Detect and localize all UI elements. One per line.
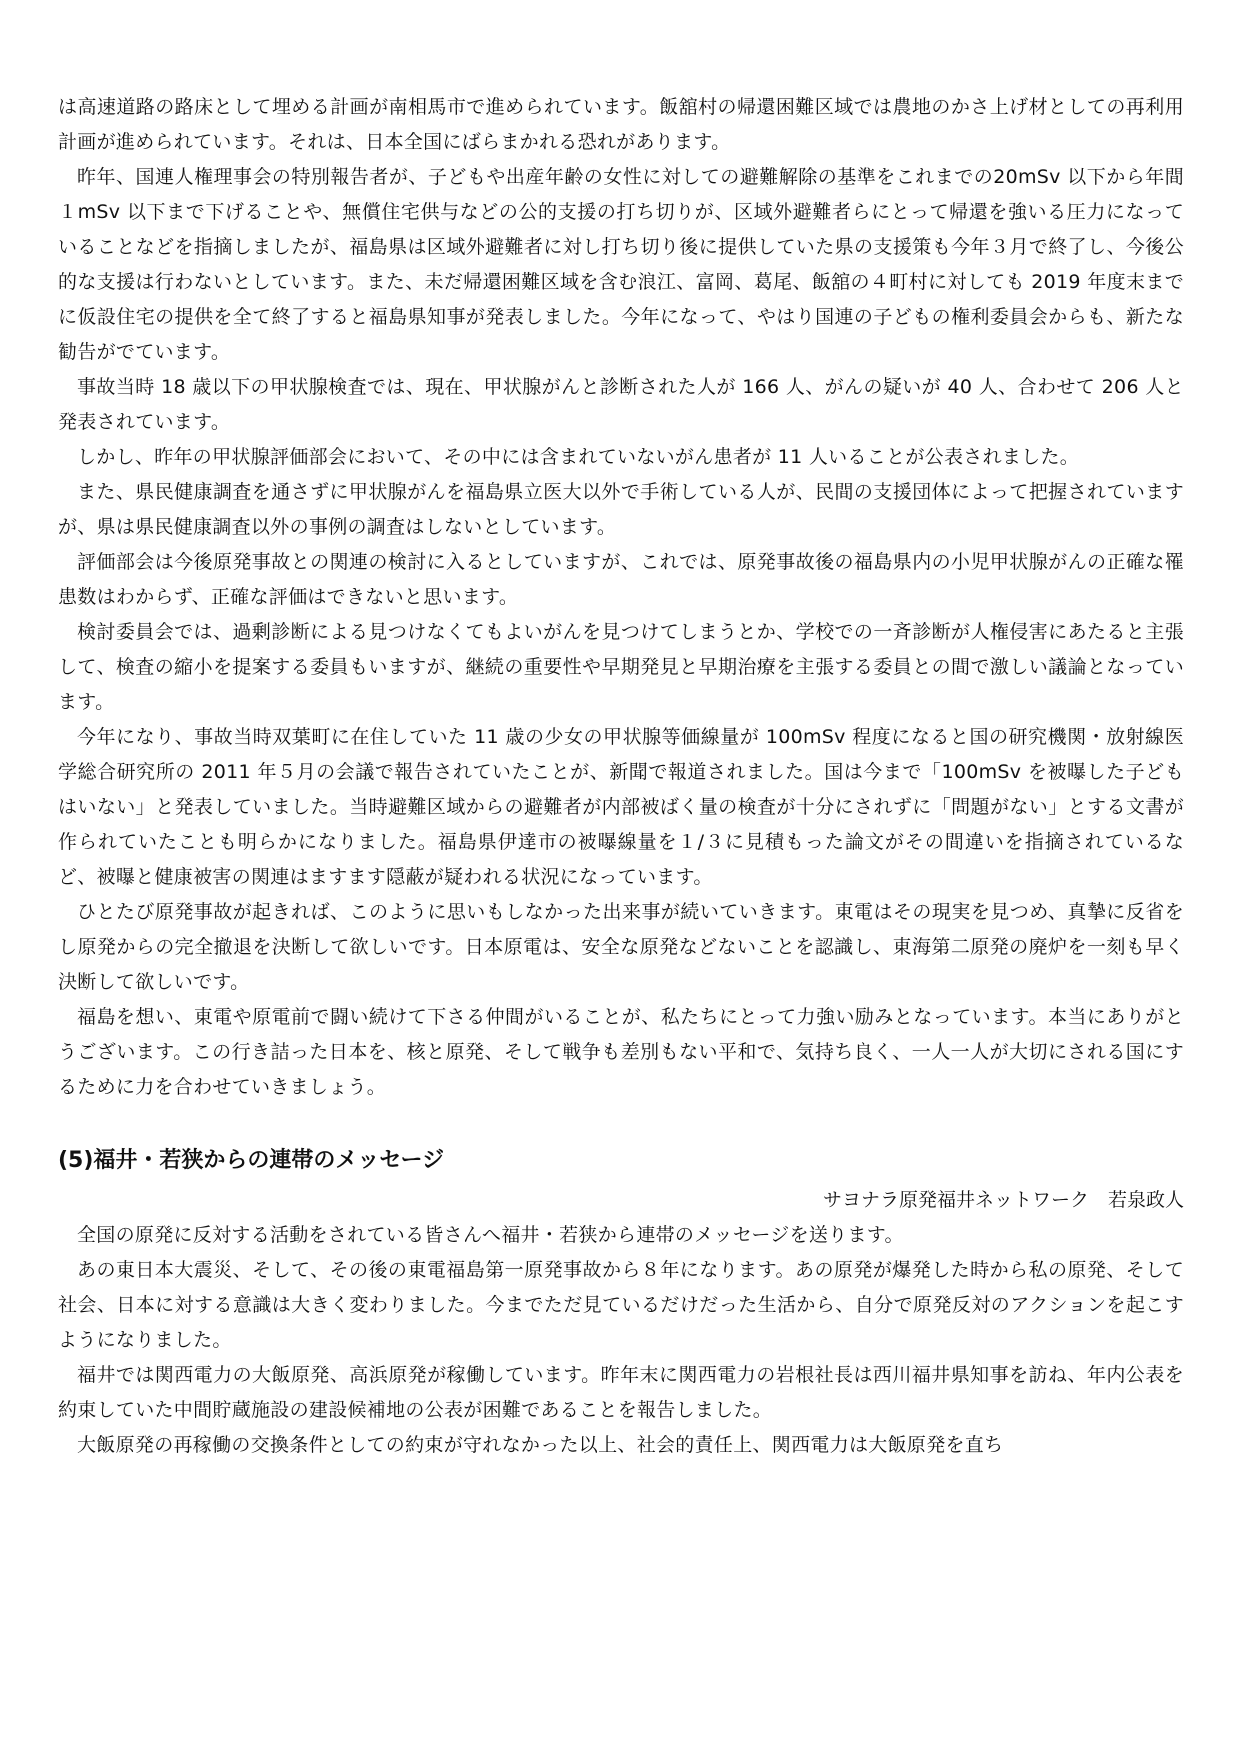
body-paragraph: 事故当時 18 歳以下の甲状腺検査では、現在、甲状腺がんと診断された人が 166 人、がんの疑いが 40 人、合わせて 206 人と発表されています。	[58, 376, 1184, 433]
body-paragraph: ひとたび原発事故が起きれば、このように思いもしなかった出来事が続いていきます。東電はその現実を見つめ、真摯に反省をし原発からの完全撤退を決断して欲しいです。日本原電は、安全な原発などないことを認識し、東海第二原発の廃炉を一刻も早く決断して欲しいです。	[58, 901, 1184, 993]
body-paragraph: あの東日本大震災、そして、その後の東電福島第一原発事故から８年になります。あの原発が爆発した時から私の原発、そして社会、日本に対する意識は大きく変わりました。今までただ見ているだけだった生活から、自分で原発反対のアクションを起こすようになりました。	[58, 1259, 1184, 1351]
body-paragraph: しかし、昨年の甲状腺評価部会において、その中には含まれていないがん患者が 11 人いることが公表されました。	[77, 446, 1080, 468]
body-paragraph: 福島を想い、東電や原電前で闘い続けて下さる仲間がいることが、私たちにとって力強い励みとなっています。本当にありがとうございます。この行き詰った日本を、核と原発、そして戦争も差別もない平和で、気持ち良く、一人一人が大切にされる国にするために力を合わせていきましょう。	[58, 1006, 1184, 1098]
author-byline: サヨナラ原発福井ネットワーク 若泉政人	[822, 1189, 1184, 1211]
body-paragraph: 今年になり、事故当時双葉町に在住していた 11 歳の少女の甲状腺等価線量が 100mSv 程度になると国の研究機関・放射線医学総合研究所の 2011 年５月の会議で報告されていたことが、新聞で報道されました。国は今まで「100mSv を被曝した子どもはいない」と発表していました。当時避難区域からの避難者が内部被ばく量の検査が十分にされずに「問題がない」とする文書が作られていたことも明らかになりました。福島県伊達市の被曝線量を１/３に見積もった論文がその間違いを指摘されているなど、被曝と健康被害の関連はますます隠蔽が疑われる状況になっています。	[58, 726, 1184, 888]
body-paragraph: 大飯原発の再稼働の交換条件としての約束が守れなかった以上、社会的責任上、関西電力は大飯原発を直ち	[77, 1434, 1004, 1456]
body-paragraph: 評価部会は今後原発事故との関連の検討に入るとしていますが、これでは、原発事故後の福島県内の小児甲状腺がんの正確な罹患数はわからず、正確な評価はできないと思います。	[58, 551, 1184, 608]
body-paragraph: 福井では関西電力の大飯原発、高浜原発が稼働しています。昨年末に関西電力の岩根社長は西川福井県知事を訪ね、年内公表を約束していた中間貯蔵施設の建設候補地の公表が困難であることを報告しました。	[58, 1364, 1184, 1421]
body-paragraph: また、県民健康調査を通さずに甲状腺がんを福島県立医大以外で手術している人が、民間の支援団体によって把握されていますが、県は県民健康調査以外の事例の調査はしないとしています。	[58, 481, 1184, 538]
body-paragraph: 昨年、国連人権理事会の特別報告者が、子どもや出産年齢の女性に対しての避難解除の基準をこれまでの20mSv 以下から年間１mSv 以下まで下げることや、無償住宅供与などの公的支援の打ち切りが、区域外避難者らにとって帰還を強いる圧力になっていることなどを指摘しましたが、福島県は区域外避難者に対し打ち切り後に提供していた県の支援策も今年３月で終了し、今後公的な支援は行わないとしています。また、未だ帰還困難区域を含む浪江、富岡、葛尾、飯舘の４町村に対しても 2019 年度末までに仮設住宅の提供を全て終了すると福島県知事が発表しました。今年になって、やはり国連の子どもの権利委員会からも、新たな勧告がでています。	[58, 166, 1184, 363]
body-paragraph: 検討委員会では、過剰診断による見つけなくてもよいがんを見つけてしまうとか、学校での一斉診断が人権侵害にあたると主張して、検査の縮小を提案する委員もいますが、継続の重要性や早期発見と早期治療を主張する委員との間で激しい議論となっています。	[58, 621, 1184, 713]
section-heading: (5)福井・若狭からの連帯のメッセージ	[58, 1148, 445, 1173]
document-page	[58, 90, 1184, 1463]
body-paragraph: は高速道路の路床として埋める計画が南相馬市で進められています。飯舘村の帰還困難区域では農地のかさ上げ材としての再利用計画が進められています。それは、日本全国にばらまかれる恐れがあります。	[58, 96, 1184, 153]
body-paragraph: 全国の原発に反対する活動をされている皆さんへ福井・若狭から連帯のメッセージを送ります。	[77, 1224, 904, 1246]
